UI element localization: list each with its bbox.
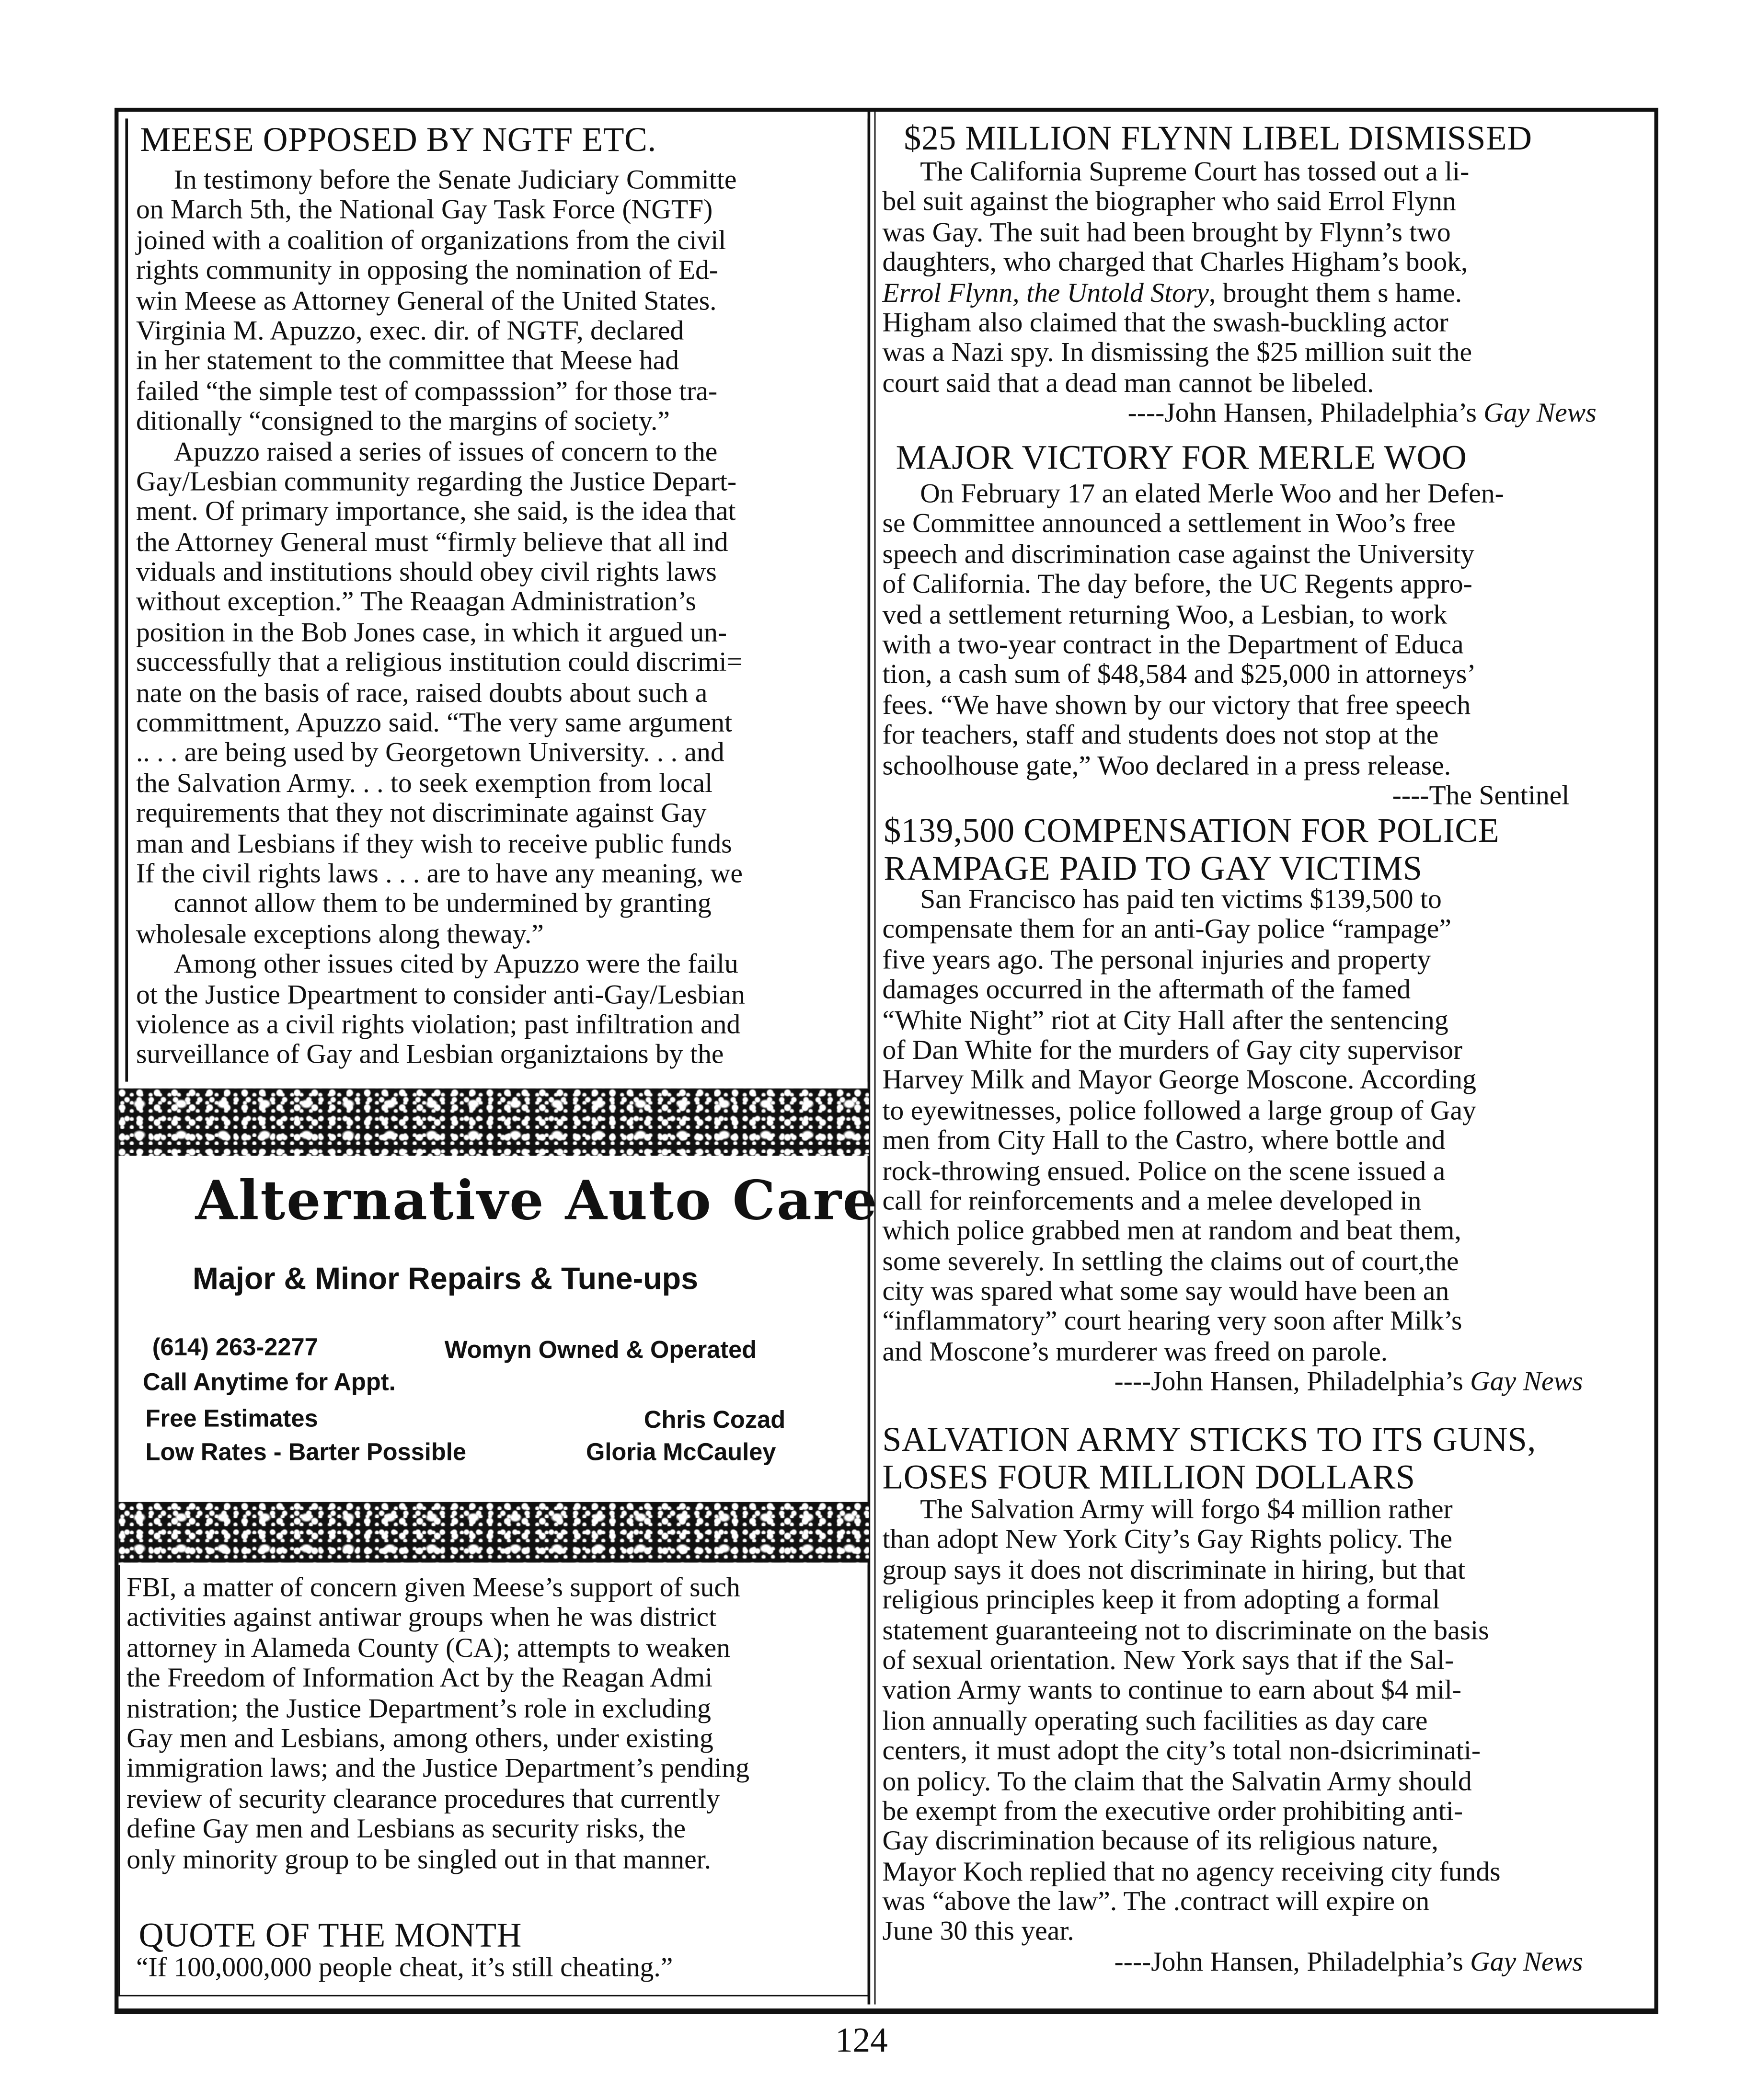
line-text: on policy. To the claim that the Salvatin Army should — [882, 1767, 1472, 1797]
text-line — [883, 1736, 1623, 1767]
text-line — [136, 618, 870, 648]
line-text: daughters, who charged that Charles Higham’s book, — [882, 248, 1468, 278]
line-text: five years ago. The personal injuries and property — [882, 945, 1431, 975]
fbi-body — [126, 1573, 867, 1875]
text-line — [883, 1526, 1623, 1556]
line-text: with a two-year contract in the Department of Educa — [882, 630, 1464, 660]
text-line — [126, 1604, 867, 1634]
text-line — [136, 860, 870, 890]
byline — [883, 1367, 1623, 1398]
italic-title: Errol Flynn, the Untold Story — [882, 278, 1209, 308]
text-line — [883, 1706, 1623, 1736]
text-line — [883, 309, 1637, 339]
line-text: nate on the basis of race, raised doubts about such a — [136, 678, 708, 708]
line-text: the Salvation Army. . . to seek exemption from local — [136, 769, 713, 799]
text-line — [136, 437, 870, 467]
line-text: failed “the simple test of compasssion” for those tra- — [136, 377, 718, 407]
line-text: violence as a civil rights violation; past infiltration and — [136, 1010, 741, 1040]
line-text: San Francisco has paid ten victims $139,500 to — [920, 885, 1442, 915]
line-text-continued: , brought them s hame. — [1208, 278, 1462, 308]
text-line — [136, 528, 870, 558]
text-line — [136, 1040, 870, 1070]
text-line — [136, 226, 870, 256]
text-line — [883, 1767, 1623, 1797]
text-line — [136, 678, 870, 709]
text-line — [883, 1495, 1623, 1526]
line-text: surveillance of Gay and Lesbian organiztaions by the — [136, 1040, 724, 1070]
line-text: attorney in Alameda County (CA); attempts to weaken — [126, 1633, 731, 1664]
text-line — [883, 691, 1610, 721]
text-line — [883, 1036, 1623, 1066]
text-line — [883, 188, 1637, 218]
text-line — [126, 1573, 867, 1604]
italic-title: Gay News — [1483, 399, 1597, 429]
line-text: “inflammatory” court hearing very soon after Milk’s — [882, 1307, 1462, 1337]
line-text: position in the Bob Jones case, in which it argued un- — [136, 618, 727, 648]
text-line — [883, 721, 1610, 751]
line-text: tion, a cash sum of $48,584 and $25,000 in attorneys’ — [882, 660, 1476, 690]
text-line — [136, 497, 870, 528]
text-line — [883, 540, 1610, 570]
text-line — [136, 287, 870, 317]
line-text: ----The Sentinel — [1392, 781, 1570, 811]
page-number: 124 — [835, 2020, 888, 2060]
text-line — [883, 158, 1637, 188]
text-line — [883, 248, 1637, 278]
text-line — [883, 480, 1610, 510]
line-text: in her statement to the committee that Meese had — [136, 346, 679, 377]
ad-services: Major & Minor Repairs & Tune-ups — [193, 1261, 699, 1296]
text-line — [883, 369, 1637, 399]
text-line — [883, 751, 1610, 781]
text-line — [883, 570, 1610, 600]
text-line — [126, 1634, 867, 1664]
line-text: On February 17 an elated Merle Woo and her Defen- — [920, 479, 1504, 509]
line-text: the Freedom of Information Act by the Reagan Admi — [126, 1664, 713, 1694]
line-text: of sexual orientation. New York says that if the Sal- — [882, 1646, 1454, 1676]
line-text: June 30 this year. — [882, 1917, 1074, 1947]
text-line — [883, 600, 1610, 631]
text-line — [883, 1797, 1623, 1827]
line-text: court said that a dead man cannot be libeled. — [882, 368, 1374, 399]
line-text: .. . . are being used by Georgetown University. . . and — [136, 738, 724, 769]
line-text: cannot allow them to be undermined by granting — [173, 889, 712, 919]
text-line — [136, 377, 870, 407]
text-line — [883, 339, 1637, 369]
line-text: schoolhouse gate,” Woo declared in a press release. — [882, 751, 1451, 781]
line-text: some severely. In settling the claims out of court,the — [882, 1247, 1459, 1277]
text-line — [883, 915, 1623, 945]
line-text: rights community in opposing the nomination of Ed- — [136, 256, 719, 286]
line-text: centers, it must adopt the city’s total non-dsicriminati- — [882, 1736, 1481, 1767]
line-text: If the civil rights laws . . . are to have any meaning, we — [136, 859, 743, 889]
line-text: was Gay. The suit had been brought by Flynn’s two — [882, 218, 1451, 248]
woo-body — [883, 480, 1610, 811]
text-line — [883, 1217, 1623, 1247]
text-line — [883, 1066, 1623, 1096]
text-line — [883, 1006, 1623, 1036]
ad-bottom-texture — [118, 1502, 869, 1563]
text-line — [883, 1126, 1623, 1157]
ad-call-line: Call Anytime for Appt. — [143, 1368, 396, 1396]
line-text: ot the Justice Dpeartment to consider anti-Gay/Lesbian — [136, 980, 745, 1010]
text-line — [126, 1755, 867, 1785]
text-line — [136, 467, 870, 497]
line-text: activities against antiwar groups when he was district — [126, 1603, 717, 1633]
text-line — [883, 1307, 1623, 1337]
text-line — [883, 1917, 1623, 1948]
line-text: win Meese as Attorney General of the United States. — [136, 286, 717, 316]
text-line — [136, 256, 870, 287]
line-text: successfully that a religious institution could discrimi= — [136, 648, 743, 678]
line-text: and Moscone’s murderer was freed on parole. — [882, 1337, 1388, 1367]
text-line — [126, 1814, 867, 1845]
text-line — [136, 890, 870, 920]
meese-headline: MEESE OPPOSED BY NGTF ETC. — [140, 120, 656, 159]
line-text: damages occurred in the aftermath of the famed — [882, 975, 1411, 1005]
police-body — [883, 885, 1623, 1398]
line-text: be exempt from the executive order prohibiting anti- — [882, 1797, 1463, 1827]
line-text: which police grabbed men at random and beat them, — [882, 1216, 1461, 1247]
text-line — [136, 799, 870, 829]
line-text: ment. Of primary importance, she said, is the idea that — [136, 497, 736, 528]
line-text: men from City Hall to the Castro, where bottle and — [882, 1126, 1446, 1156]
text-line — [883, 1277, 1623, 1308]
text-line — [883, 1676, 1623, 1706]
line-text: statement guaranteeing not to discriminate on the basis — [882, 1616, 1489, 1646]
text-line — [136, 739, 870, 769]
text-line — [136, 347, 870, 377]
text-line — [883, 975, 1623, 1006]
salvation-headline-1: SALVATION ARMY STICKS TO ITS GUNS, — [882, 1420, 1536, 1459]
woo-headline: MAJOR VICTORY FOR MERLE WOO — [896, 437, 1467, 477]
ad-owner-2: Gloria McCauley — [586, 1438, 776, 1466]
salvation-body — [883, 1495, 1623, 1978]
text-line — [883, 1586, 1623, 1616]
line-text: “White Night” riot at City Hall after the sentencing — [882, 1005, 1448, 1035]
ad-free-estimates: Free Estimates — [145, 1405, 318, 1432]
line-text: was a Nazi spy. In dismissing the $25 million suit the — [882, 338, 1472, 368]
text-line — [136, 709, 870, 739]
line-text: Apuzzo raised a series of issues of concern to the — [173, 437, 718, 467]
text-line — [126, 1845, 867, 1875]
line-text: rock-throwing ensued. Police on the scene issued a — [882, 1156, 1446, 1186]
text-line — [136, 920, 870, 950]
text-line — [136, 648, 870, 678]
line-text: without exception.” The Reaagan Administration’s — [136, 588, 696, 618]
text-line — [883, 1187, 1623, 1217]
line-text: Gay/Lesbian community regarding the Justice Depart- — [136, 467, 737, 497]
line-text: ditionally “consigned to the margins of society.” — [136, 407, 670, 437]
text-line — [136, 558, 870, 588]
line-text: Gay discrimination because of its religious nature, — [882, 1827, 1438, 1857]
text-line — [883, 1247, 1623, 1277]
line-text: vation Army wants to continue to earn about $4 mil- — [882, 1676, 1462, 1706]
line-text: group says it does not discriminate in hiring, but that — [882, 1555, 1466, 1585]
text-line — [883, 1887, 1623, 1917]
line-text: compensate them for an anti-Gay police “rampage” — [882, 915, 1451, 945]
text-line — [126, 1694, 867, 1724]
line-text: than adopt New York City’s Gay Rights policy. The — [882, 1525, 1453, 1555]
text-line — [883, 278, 1637, 309]
line-text: se Committee announced a settlement in Woo’s free — [882, 509, 1456, 539]
ad-business-name: Alternative Auto Care — [195, 1169, 879, 1233]
text-line — [136, 829, 870, 860]
line-text: ----John Hansen, Philadelphia’s — [1114, 1948, 1471, 1977]
line-text: bel suit against the biographer who said Errol Flynn — [882, 187, 1456, 218]
ad-owner-1: Chris Cozad — [643, 1406, 786, 1434]
text-line — [136, 317, 870, 347]
text-line — [883, 218, 1637, 248]
text-line — [136, 980, 870, 1010]
ad-ownership: Womyn Owned & Operated — [444, 1336, 757, 1364]
text-line — [883, 945, 1623, 975]
text-line — [883, 1827, 1623, 1857]
line-text: The California Supreme Court has tossed out a li- — [920, 157, 1470, 187]
italic-title: Gay News — [1470, 1367, 1583, 1398]
line-text: committment, Apuzzo said. “The very same argument — [136, 708, 733, 738]
byline — [883, 1948, 1623, 1978]
line-text: call for reinforcements and a melee developed in — [882, 1186, 1422, 1216]
text-line — [136, 769, 870, 799]
ad-rates: Low Rates - Barter Possible — [145, 1438, 466, 1466]
line-text: define Gay men and Lesbians as security risks, the — [126, 1814, 686, 1845]
text-line — [136, 950, 870, 980]
text-line — [136, 588, 870, 618]
line-text: FBI, a matter of concern given Meese’s support of such — [126, 1573, 740, 1603]
line-text: Virginia M. Apuzzo, exec. dir. of NGTF, declared — [136, 316, 684, 346]
text-line — [883, 631, 1610, 661]
quote-text — [136, 1953, 673, 1984]
line-text: wholesale exceptions along theway.” — [136, 919, 544, 950]
byline — [883, 399, 1637, 429]
line-text: immigration laws; and the Justice Department’s pending — [126, 1754, 750, 1784]
line-text: was “above the law”. The .contract will expire on — [882, 1887, 1430, 1917]
byline — [883, 781, 1610, 811]
line-text: The Salvation Army will forgo $4 million rather — [920, 1495, 1453, 1525]
quote-line: “If 100,000,000 people cheat, it’s still cheating.” — [136, 1953, 673, 1983]
line-text: for teachers, staff and students does not stop at the — [882, 721, 1439, 751]
line-text: viduals and institutions should obey civil rights laws — [136, 558, 717, 588]
text-line — [883, 885, 1623, 915]
line-text: joined with a coalition of organizations from the civil — [136, 226, 726, 256]
ad-top-texture — [118, 1089, 869, 1156]
line-text: Among other issues cited by Apuzzo were the failu — [173, 950, 738, 980]
line-text: religious principles keep it from adopting a formal — [882, 1585, 1440, 1616]
line-text: man and Lesbians if they wish to receive public funds — [136, 829, 732, 859]
line-text: nistration; the Justice Department’s role in excluding — [126, 1694, 711, 1724]
line-text: ved a settlement returning Woo, a Lesbian, to work — [882, 600, 1448, 630]
text-line — [883, 1646, 1623, 1676]
text-line — [883, 510, 1610, 540]
line-text: Higham also claimed that the swash-buckling actor — [882, 308, 1448, 338]
text-line — [883, 661, 1610, 691]
line-text: fees. “We have shown by our victory that free speech — [882, 690, 1471, 721]
police-headline-2: RAMPAGE PAID TO GAY VICTIMS — [884, 849, 1423, 888]
line-text: on March 5th, the National Gay Task Force (NGTF) — [136, 195, 713, 226]
text-line — [883, 1857, 1623, 1887]
text-line — [126, 1724, 867, 1755]
line-text: ----John Hansen, Philadelphia’s — [1114, 1367, 1471, 1398]
text-line — [883, 1337, 1623, 1367]
text-line — [136, 196, 870, 226]
line-text: of Dan White for the murders of Gay city supervisor — [882, 1035, 1463, 1066]
line-text: city was spared what some say would have been an — [882, 1277, 1449, 1307]
line-text: Gay men and Lesbians, among others, under existing — [126, 1724, 713, 1754]
flynn-headline: $25 MILLION FLYNN LIBEL DISMISSED — [904, 118, 1532, 158]
line-text: only minority group to be singled out in that manner. — [126, 1845, 712, 1875]
flynn-body — [883, 158, 1637, 429]
text-line — [126, 1784, 867, 1814]
text-line — [136, 166, 870, 196]
text-line — [883, 1556, 1623, 1586]
text-line — [883, 1157, 1623, 1187]
line-text: lion annually operating such facilities as day care — [882, 1706, 1428, 1736]
quote-headline: QUOTE OF THE MONTH — [138, 1915, 522, 1955]
line-text: requirements that they not discriminate against Gay — [136, 799, 707, 829]
line-text: ----John Hansen, Philadelphia’s — [1127, 399, 1484, 429]
line-text: of California. The day before, the UC Regents appro- — [882, 570, 1472, 600]
line-text: In testimony before the Senate Judiciary Committe — [173, 165, 737, 195]
police-headline-1: $139,500 COMPENSATION FOR POLICE — [884, 811, 1500, 850]
line-text: the Attorney General must “firmly believe that all ind — [136, 528, 728, 558]
text-line — [883, 1096, 1623, 1126]
line-text: Harvey Milk and Mayor George Moscone. According — [882, 1066, 1476, 1096]
line-text: speech and discrimination case against the University — [882, 539, 1475, 570]
text-line — [136, 407, 870, 437]
italic-title: Gay News — [1470, 1948, 1583, 1977]
text-line — [126, 1664, 867, 1694]
line-text: to eyewitnesses, police followed a large group of Gay — [882, 1096, 1476, 1126]
meese-body — [136, 166, 870, 1071]
ad-phone: (614) 263-2277 — [152, 1333, 318, 1361]
line-text: Mayor Koch replied that no agency receiving city funds — [882, 1857, 1501, 1887]
salvation-headline-2: LOSES FOUR MILLION DOLLARS — [882, 1457, 1415, 1497]
line-text: review of security clearance procedures that currently — [126, 1784, 720, 1814]
text-line — [883, 1616, 1623, 1646]
text-line — [136, 1010, 870, 1040]
